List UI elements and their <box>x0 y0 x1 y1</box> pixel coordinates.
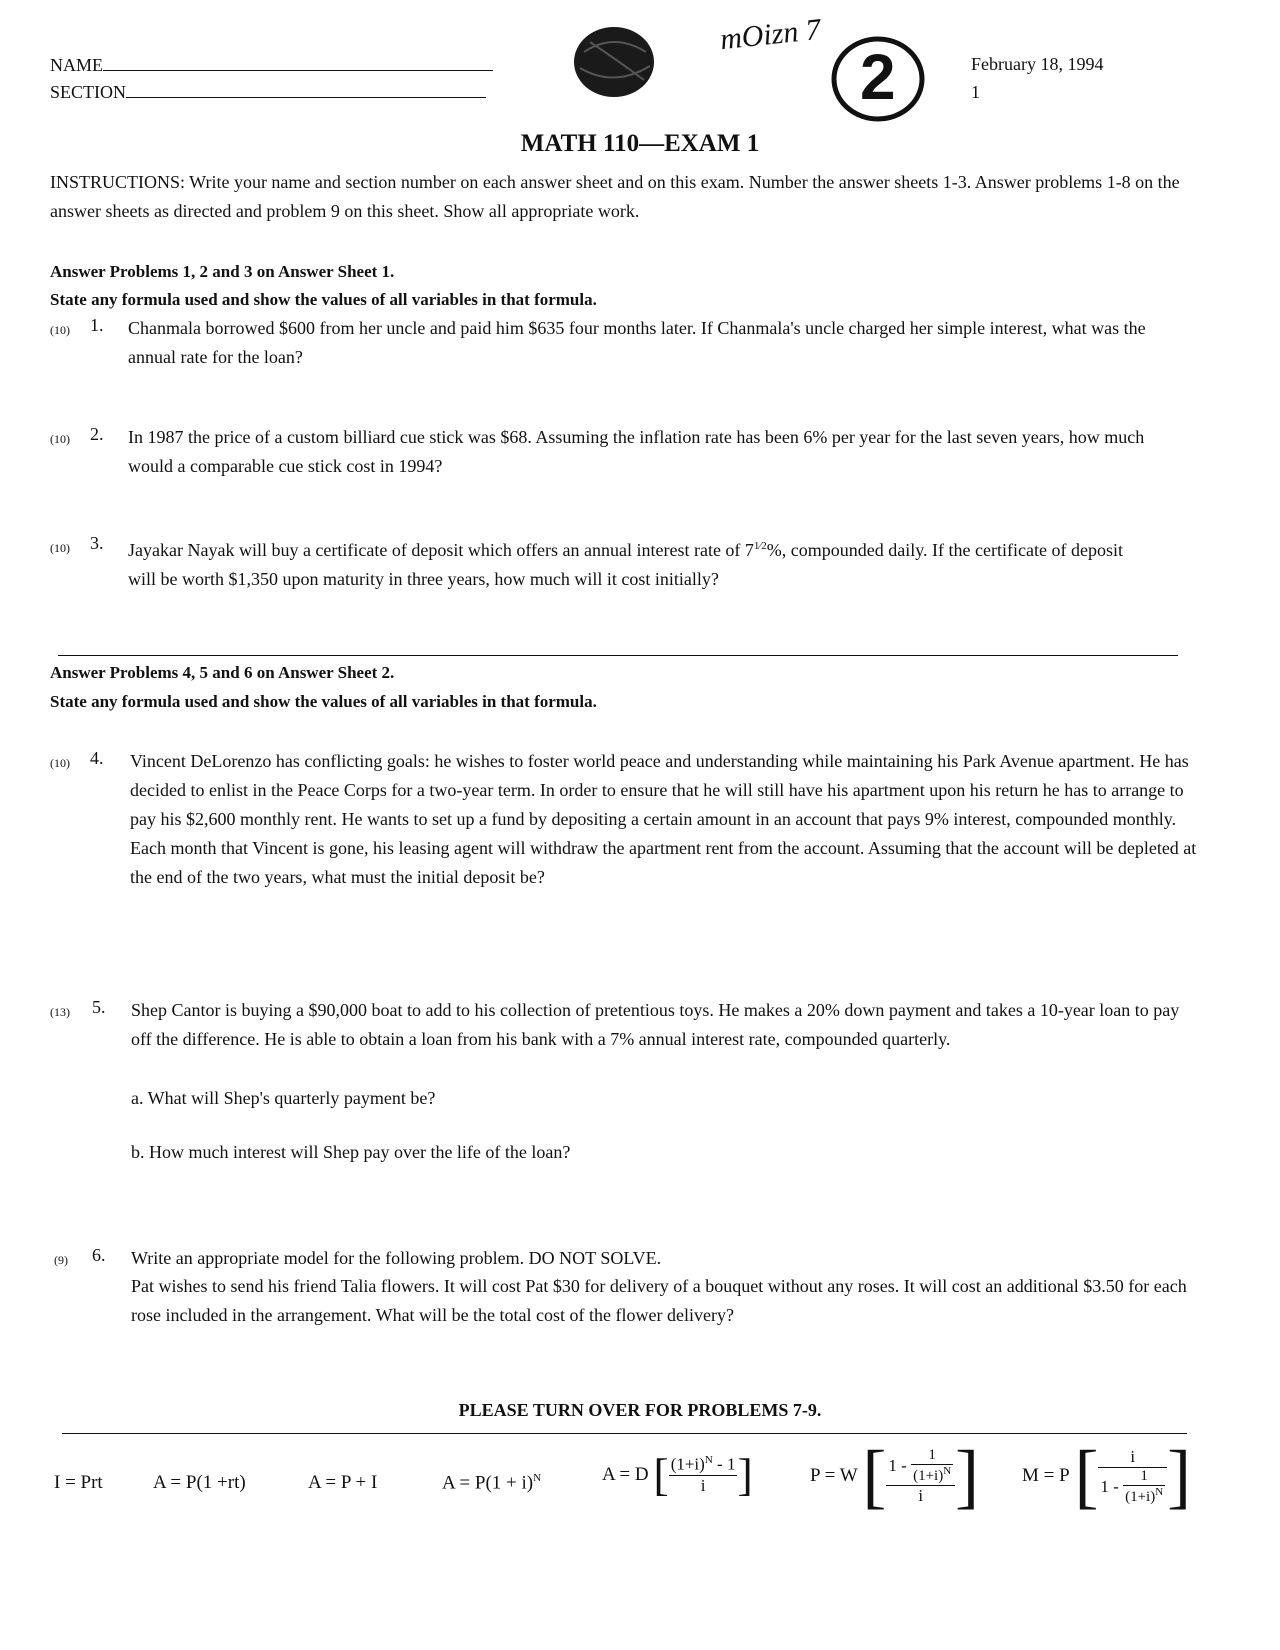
problem-6-text: Pat wishes to send his friend Talia flowers. It will cost Pat $30 for delivery of a bouquet without any roses. It will cost an additional $3.50 for each rose included in the arrangement. What will be the total cost of the flower delivery? <box>131 1276 1187 1325</box>
turn-over-note: PLEASE TURN OVER FOR PROBLEMS 7-9. <box>458 1400 822 1420</box>
circled-number <box>830 34 926 124</box>
formula-simple-interest: I = Prt <box>54 1472 103 1493</box>
section1-subheading: State any formula used and show the values of all variables in that formula. <box>50 290 597 309</box>
problem-3-number: 3. <box>90 533 104 553</box>
problem-4-points: (10) <box>50 756 70 770</box>
section-field-label <box>50 78 486 107</box>
problem-3-text: Jayakar Nayak will buy a certificate of deposit which offers an annual interest rate of $7^{1⁄2}\%$, compounded daily. If the certificate of deposit will be worth $1,350 upon maturity in three years, how much will it cost initially? <box>128 540 1123 589</box>
problem-5-part-b: b. How much interest will Shep pay over the life of the loan? <box>131 1142 571 1162</box>
problem-2-number: 2. <box>90 424 104 444</box>
problem-4-number: 4. <box>90 748 104 768</box>
problem-4-text: Vincent DeLorenzo has conflicting goals: he wishes to foster world peace and understanding while maintaining his Park Avenue apartment. He has decided to enlist in the Peace Corps for a two-year term. In order to ensure that he will still have his apartment upon his return he has to arrange to pay his $2,600 monthly rent. He wants to set up a fund by depositing a certain amount in an account that pays 9% interest, compounded monthly. Each month that Vincent is gone, his leasing agent will withdraw the apartment rent from the account. Assuming that the account will be depleted at the end of the two years, what must the initial deposit be? <box>130 751 1197 887</box>
formula-compound: $A = P(1 + i)^N$ <box>442 1472 542 1494</box>
section2-subheading: State any formula used and show the values of all variables in that formula. <box>50 692 597 711</box>
name-label: NAME <box>50 55 103 75</box>
problem-3-points: (10) <box>50 541 70 555</box>
formula-present-value: P = W [ 1 - $\frac{1}{(1+i)^N}$ i ] <box>810 1436 980 1516</box>
section1-heading: Answer Problems 1, 2 and 3 on Answer Sheet 1. <box>50 262 395 281</box>
fraction-half: 1⁄2 <box>753 540 767 552</box>
problem-5-part-a: a. What will Shep's quarterly payment be? <box>131 1088 436 1108</box>
divider-1 <box>58 655 1178 656</box>
formula-amount-interest: A = P + I <box>308 1472 378 1493</box>
problem-6-points: (9) <box>54 1253 68 1267</box>
exam-title: MATH 110—EXAM 1 <box>520 130 760 157</box>
scribbled-mark <box>570 22 662 100</box>
problem-6-number: 6. <box>92 1245 106 1265</box>
problem-1-text: Chanmala borrowed $600 from her uncle and paid him $635 four months later. If Chanmala's uncle charged her simple interest, what was the annual rate for the loan? <box>128 318 1146 367</box>
section-line[interactable] <box>126 81 486 98</box>
handwritten-note: mOizn 7 <box>718 12 823 57</box>
problem-5-points: (13) <box>50 1005 70 1019</box>
problem-2-points: (10) <box>50 432 70 446</box>
name-field-label <box>50 51 493 80</box>
problem-1-points: (10) <box>50 323 70 337</box>
exam-date: February 18, 1994 <box>971 54 1104 74</box>
circled-number-text: 2 <box>860 41 896 113</box>
section-label: SECTION <box>50 82 126 102</box>
divider-2 <box>62 1433 1187 1434</box>
page-number: 1 <box>971 82 980 102</box>
instructions: INSTRUCTIONS: Write your name and section number on each answer sheet and on this exam. Number the answer sheets 1-3. Answer problems 1-8 on the answer sheets as directed and problem 9 on this sheet. Show all appropriate work. <box>50 172 1180 221</box>
formula-annuity: A = D [ $\frac{(1+i)^N - 1}{i}$ ] <box>602 1449 753 1500</box>
formula-simple-amount: A = P(1 +rt) <box>153 1472 246 1493</box>
problem-5-number: 5. <box>92 997 106 1017</box>
problem-6-line1: Write an appropriate model for the following problem. DO NOT SOLVE. <box>131 1248 662 1268</box>
formula-mortgage: M = P [ i 1 - $\frac{1}{(1+i)^N}$ ] <box>1022 1436 1192 1516</box>
problem-5-text: Shep Cantor is buying a $90,000 boat to add to his collection of pretentious toys. He makes a 20% down payment and takes a 10-year loan to pay off the difference. He is able to obtain a loan from his bank with a 7% annual interest rate, compounded quarterly. <box>131 1000 1180 1049</box>
section2-heading: Answer Problems 4, 5 and 6 on Answer Sheet 2. <box>50 663 395 682</box>
problem-2-text: In 1987 the price of a custom billiard cue stick was $68. Assuming the inflation rate has been 6% per year for the last seven years, how much would a comparable cue stick cost in 1994? <box>128 427 1145 476</box>
problem-1-number: 1. <box>90 315 104 335</box>
name-line[interactable] <box>103 54 493 71</box>
